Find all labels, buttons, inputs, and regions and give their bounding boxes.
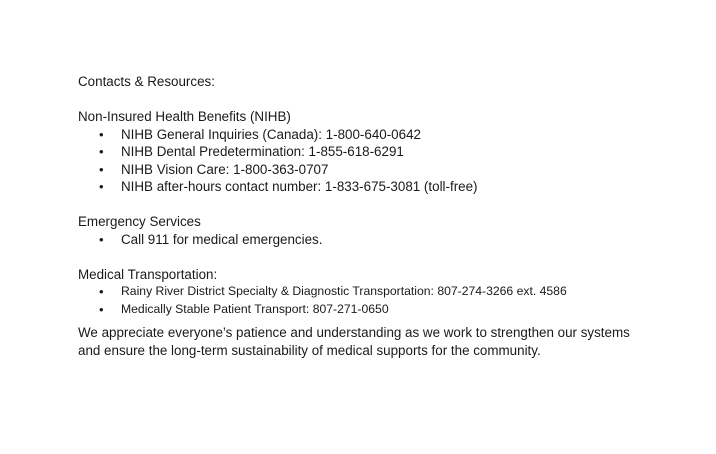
list-item-text: Rainy River District Specialty & Diagnostic Transportation: 807-274-3266 ext. 4586 (121, 284, 567, 298)
list-item (78, 161, 698, 179)
document-title: Contacts & Resources: (78, 74, 215, 89)
bullet-icon: • (99, 126, 104, 142)
nihb-contact-list (78, 126, 698, 196)
list-item (78, 283, 698, 301)
list-item-text: NIHB Vision Care: 1-800-363-0707 (121, 161, 329, 177)
transportation-list (78, 283, 698, 318)
bullet-icon: • (99, 144, 104, 159)
list-item (78, 126, 698, 144)
list-item (78, 301, 698, 319)
emergency-list (78, 231, 698, 249)
spacer (78, 91, 698, 109)
list-item-text: NIHB General Inquiries (Canada): 1-800-640-0642 (121, 126, 421, 142)
list-item-text: NIHB Dental Predetermination: 1-855-618-6291 (121, 144, 404, 159)
spacer (78, 196, 698, 214)
list-item-text: NIHB after-hours contact number: 1-833-675-3081 (toll-free) (121, 179, 478, 194)
bullet-icon: • (99, 179, 104, 194)
bullet-icon: • (99, 231, 104, 247)
closing-paragraph: We appreciate everyone’s patience and understanding as we work to strengthen our systems and ensure the long-term sustainability of medical supports for the community. (78, 325, 630, 358)
spacer (78, 248, 698, 266)
bullet-icon: • (99, 301, 104, 317)
section-heading-transportation: Medical Transportation: (78, 266, 218, 282)
list-item-text: Medically Stable Patient Transport: 807-271-0650 (121, 301, 389, 316)
section-heading-nihb: Non-Insured Health Benefits (NIHB) (78, 109, 291, 124)
list-item-text: Call 911 for medical emergencies. (121, 231, 323, 247)
list-item (78, 231, 698, 249)
document-body (78, 73, 698, 360)
list-item (78, 143, 698, 161)
bullet-icon: • (99, 161, 104, 177)
section-heading-emergency: Emergency Services (78, 214, 201, 229)
bullet-icon: • (99, 284, 104, 299)
list-item (78, 178, 698, 196)
